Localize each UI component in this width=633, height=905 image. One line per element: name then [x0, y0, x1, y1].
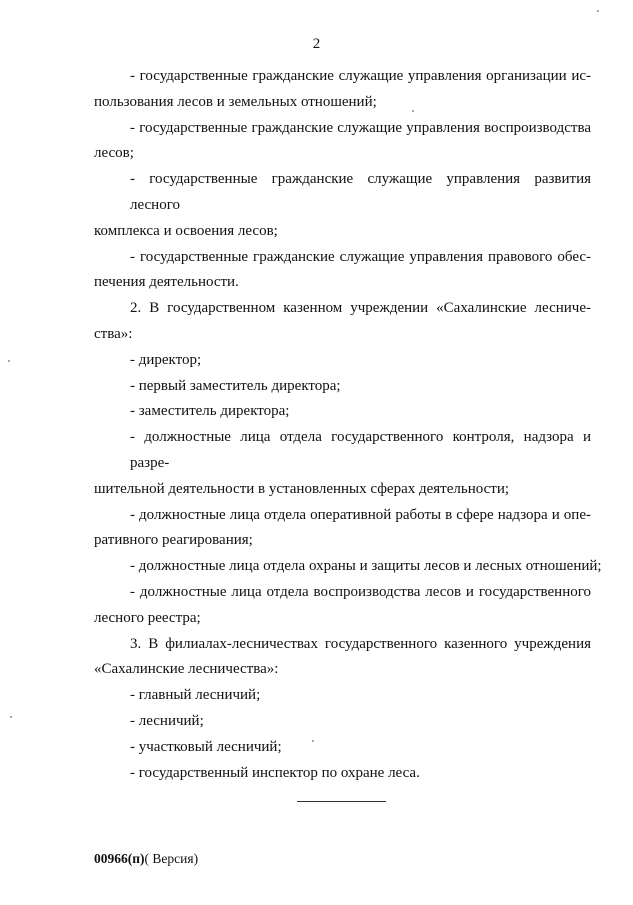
paragraph-line: - директор; — [130, 351, 202, 368]
scan-speck — [10, 716, 12, 718]
paragraph-line: лесного реестра; — [94, 609, 201, 626]
paragraph — [94, 425, 591, 502]
paragraph — [94, 167, 591, 244]
paragraph-line: - государственные гражданские служащие управления правового обес- — [130, 248, 591, 265]
paragraph-line: - должностные лица отдела охраны и защиты лесов и лесных отношений; — [130, 558, 602, 575]
paragraph-line: «Сахалинские лесничества»: — [94, 661, 279, 678]
paragraph-line: - лесничий; — [130, 712, 204, 729]
scan-speck — [412, 110, 414, 112]
footer-version-label: ( Версия) — [144, 851, 199, 866]
paragraph-line: комплекса и освоения лесов; — [94, 222, 278, 239]
paragraph — [94, 348, 591, 374]
paragraph — [94, 761, 591, 787]
paragraph — [94, 709, 591, 735]
paragraph — [94, 580, 591, 632]
paragraph-line: лесов; — [94, 145, 134, 162]
paragraph-line: - должностные лица отдела государственного контроля, надзора и разре- — [130, 429, 591, 471]
paragraph-line: - заместитель директора; — [130, 403, 290, 420]
paragraph-line: - государственные гражданские служащие управления воспроизводства — [130, 119, 591, 136]
paragraph-line: - участковый лесничий; — [130, 738, 282, 755]
paragraph-line: шительной деятельности в установленных сферах деятельности; — [94, 480, 510, 497]
paragraph — [94, 399, 591, 425]
document-footer — [94, 851, 198, 867]
paragraph-line: - государственный инспектор по охране леса. — [130, 764, 420, 781]
paragraph-line: 2. В государственном казенном учреждении «Сахалинские лесниче- — [130, 300, 591, 317]
paragraph — [94, 296, 591, 348]
paragraph-line: - главный лесничий; — [130, 687, 261, 704]
paragraph — [94, 554, 602, 580]
paragraph — [94, 683, 591, 709]
paragraph — [94, 245, 591, 297]
paragraph-line: печения деятельности. — [94, 274, 239, 291]
paragraph-line: - должностные лица отдела оперативной работы в сфере надзора и опе- — [130, 506, 591, 523]
paragraph-line: - должностные лица отдела воспроизводства лесов и государственного — [130, 583, 591, 600]
scan-speck — [312, 740, 314, 742]
scan-speck — [8, 360, 10, 362]
paragraph — [94, 116, 591, 168]
paragraph-line: - первый заместитель директора; — [130, 377, 341, 394]
footer-document-code: 00966(п) — [94, 851, 145, 866]
paragraph-line: - государственные гражданские служащие управления развития лесного — [130, 171, 591, 213]
paragraph — [94, 374, 591, 400]
paragraph — [94, 64, 591, 116]
paragraph-line: - государственные гражданские служащие управления организации ис- — [130, 68, 591, 84]
paragraph — [94, 503, 591, 555]
scan-speck — [597, 10, 599, 12]
paragraph-line: ративного реагирования; — [94, 532, 253, 549]
document-body — [94, 64, 602, 786]
paragraph-line: ства»: — [94, 325, 133, 342]
separator-line — [297, 801, 386, 802]
paragraph-line: 3. В филиалах-лесничествах государственного казенного учреждения — [130, 635, 591, 652]
paragraph-line: пользования лесов и земельных отношений; — [94, 93, 377, 110]
paragraph — [94, 735, 591, 761]
paragraph — [94, 632, 591, 684]
page-number: 2 — [312, 36, 321, 52]
